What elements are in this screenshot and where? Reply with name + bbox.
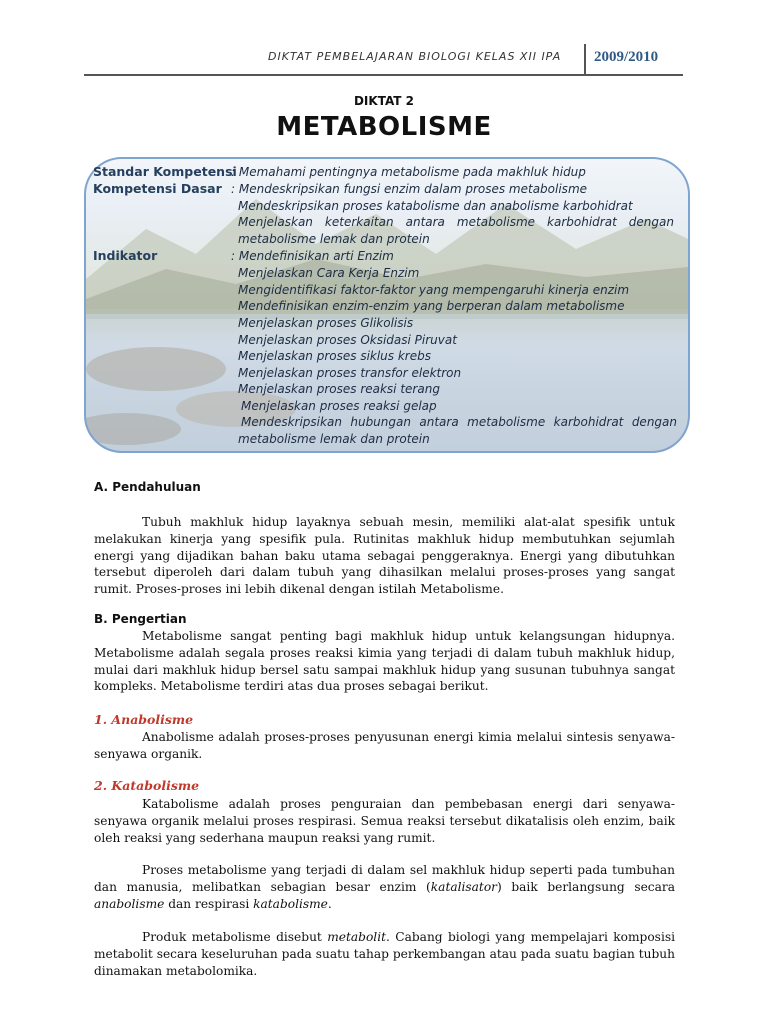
section-a-heading: A. Pendahuluan — [94, 480, 201, 494]
section-b-paragraph: Metabolisme sangat penting bagi makhluk hidup untuk kelangsungan hidupnya. Metabolisme adalah segala proses reaksi kimia yang terjadi di dalam tubuh makhluk hidup, mulai dari makhluk hidup bersel satu sampai makhluk hidup yang susunan tubuhnya sangat kompleks. Metabolisme terdiri atas dua proses sebagai berikut. — [94, 629, 675, 694]
document-title: METABOLISME — [276, 112, 492, 142]
indikator-item: Mengidentifikasi faktor-faktor yang mempengaruhi kinerja enzim — [238, 283, 630, 297]
indikator-item: Menjelaskan proses siklus krebs — [238, 349, 431, 363]
indikator-item: Menjelaskan proses reaksi terang — [238, 382, 440, 396]
kompetensi-dasar-item: Mendeskripsikan proses katabolisme dan anabolisme karbohidrat — [238, 199, 633, 213]
indikator-label: Indikator — [93, 248, 158, 263]
indikator-item: Mendefinisikan enzim-enzim yang berperan dalam metabolisme — [238, 299, 625, 313]
header-title: DIKTAT PEMBELAJARAN BIOLOGI KELAS XII IPA — [268, 50, 562, 63]
kompetensi-dasar-label: Kompetensi Dasar — [93, 181, 222, 196]
kompetensi-dasar-item: : Mendeskripsikan fungsi enzim dalam proses metabolisme — [231, 182, 588, 196]
katabolisme-paragraph: Katabolisme adalah proses penguraian dan pembebasan energi dari senyawa-senyawa organik melalui proses respirasi. Semua reaksi tersebut dikatalisis oleh enzim, baik oleh reaksi yang sederhana maupun reaksi yang rumit. — [94, 797, 675, 845]
indikator-item: Menjelaskan proses Glikolisis — [238, 316, 414, 330]
standar-kompetensi-label: Standar Kompetensi — [93, 164, 237, 179]
standar-kompetensi-value: : Memahami pentingnya metabolisme pada makhluk hidup — [231, 165, 586, 179]
header-year: 2009/2010 — [594, 49, 659, 65]
section-b-heading: B. Pengertian — [94, 612, 187, 626]
indikator-item: Menjelaskan proses Oksidasi Piruvat — [238, 333, 457, 347]
katabolisme-heading: 2. Katabolisme — [94, 778, 200, 793]
indikator-item: metabolisme lemak dan protein — [238, 432, 430, 446]
metabolit-paragraph: Produk metabolisme disebut metabolit. Cabang biologi yang mempelajari komposisi metabolit secara keseluruhan pada suatu tahap perkembangan atau pada suatu bagian tubuh dinamakan metabolomika. — [94, 930, 675, 978]
anabolisme-paragraph: Anabolisme adalah proses-proses penyusunan energi kimia melalui sintesis senyawa-senyawa organik. — [94, 730, 675, 761]
indikator-item: Mendeskripsikan hubungan antara metabolisme karbohidrat dengan — [241, 415, 677, 429]
header-divider — [584, 44, 586, 76]
indikator-item: Menjelaskan Cara Kerja Enzim — [238, 266, 420, 280]
anabolisme-heading: 1. Anabolisme — [94, 712, 194, 727]
indikator-item: : Mendefinisikan arti Enzim — [231, 249, 394, 263]
document-subtitle: DIKTAT 2 — [353, 94, 415, 108]
section-a-paragraph: Tubuh makhluk hidup layaknya sebuah mesin, memiliki alat-alat spesifik untuk melakukan kinerja yang spesifik pula. Rutinitas makhluk hidup membutuhkan sejumlah energi yang dijadikan bahan baku utama sebagai penggeraknya. Energi yang dibutuhkan tersebut diperoleh dari dalam tubuh yang dihasilkan melalui proses-proses yang sangat rumit. Proses-proses ini lebih dikenal dengan istilah Metabolisme. — [94, 515, 675, 597]
kompetensi-dasar-item: Menjelaskan keterkaitan antara metabolisme karbohidrat dengan — [238, 215, 674, 229]
metabolism-enzyme-paragraph: Proses metabolisme yang terjadi di dalam sel makhluk hidup seperti pada tumbuhan dan manusia, melibatkan sebagian besar enzim (katalisator) baik berlangsung secara anabolisme dan respirasi katabolisme. — [94, 863, 675, 911]
indikator-item: Menjelaskan proses transfor elektron — [238, 366, 462, 380]
indikator-item: Menjelaskan proses reaksi gelap — [241, 399, 437, 413]
header-rule — [84, 74, 683, 76]
kompetensi-dasar-item: metabolisme lemak dan protein — [238, 232, 430, 246]
